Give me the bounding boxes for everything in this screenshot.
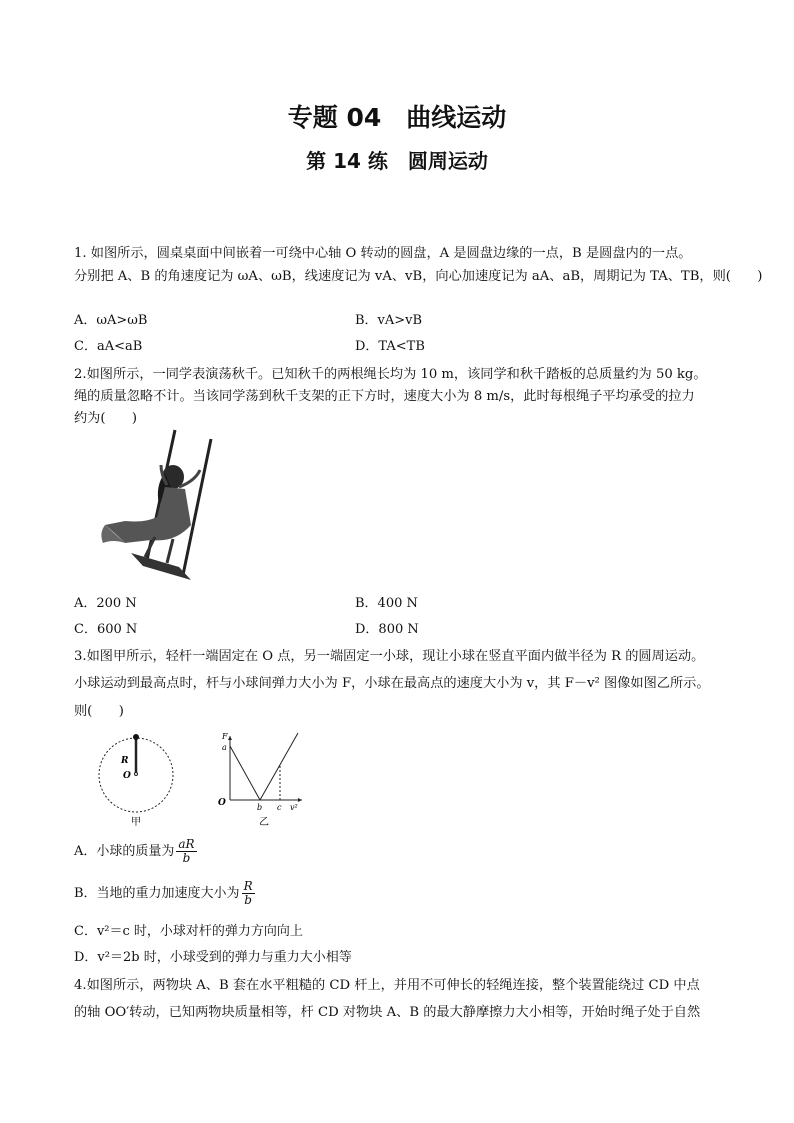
q4-stem-line2: 的轴 OO′转动，已知两物块质量相等，杆 CD 对物块 A、B 的最大静摩擦力大小相等，开始时绳子处于自然 <box>74 1005 701 1020</box>
q1-option-d[interactable]: D．TA<TB <box>355 339 425 354</box>
q3-option-b-fraction <box>242 880 255 907</box>
q3-option-a-fraction <box>176 838 196 865</box>
yi-caption: 乙 <box>259 817 269 828</box>
q1-stem-line2: 分别把 A、B 的角速度记为 ωA、ωB，线速度记为 vA、vB，向心加速度记为 aA、aB，周期记为 TA、TB，则( ) <box>74 269 763 284</box>
q2-stem-line3: 约为( ) <box>74 411 138 426</box>
q3-option-c[interactable]: C．v²＝c 时，小球对杆的弹力方向向上 <box>74 924 303 939</box>
q1-option-b[interactable]: B．vA>vB <box>355 313 423 328</box>
q4-stem-line1: 4.如图所示，两物块 A、B 套在水平粗糙的 CD 杆上，并用不可伸长的轻绳连接，整个装置能绕过 CD 中点 <box>74 978 700 993</box>
q1-stem-line1: 1. 如图所示，圆桌桌面中间嵌着一可绕中心轴 O 转动的圆盘，A 是圆盘边缘的一点，B 是圆盘内的一点。 <box>74 246 692 261</box>
q3-option-b-text: B．当地的重力加速度大小为 <box>74 886 240 901</box>
yi-label-b: b <box>257 803 263 812</box>
jia-caption: 甲 <box>131 817 141 828</box>
q3-option-d[interactable]: D．v²＝2b 时，小球受到的弹力与重力大小相等 <box>74 950 352 965</box>
page-title: 专题 04 曲线运动 <box>287 103 507 132</box>
q2-option-d[interactable]: D．800 N <box>355 622 419 637</box>
yi-label-c: c <box>277 803 282 812</box>
q2-stem-line2: 绳的质量忽略不计。当该同学荡到秋千支架的正下方时，速度大小为 8 m/s，此时每根绳子平均承受的拉力 <box>74 389 695 404</box>
q2-option-b[interactable]: B．400 N <box>355 596 418 611</box>
figure-jia-circle <box>95 728 180 828</box>
q2-option-c[interactable]: C．600 N <box>74 622 138 637</box>
yi-label-v2: v² <box>290 803 298 812</box>
q3-option-b-denominator: b <box>244 893 252 907</box>
yi-label-o: O <box>218 798 226 808</box>
q3-option-a-denominator: b <box>182 851 191 865</box>
q3-option-a[interactable] <box>74 838 197 865</box>
q3-stem-line2: 小球运动到最高点时，杆与小球间弹力大小为 F，小球在最高点的速度大小为 v，其 F－v² 图像如图乙所示。 <box>74 676 710 691</box>
figure-yi-graph <box>212 728 307 828</box>
q3-stem-line1: 3.如图甲所示，轻杆一端固定在 O 点，另一端固定一小球，现让小球在竖直平面内做半径为 R 的圆周运动。 <box>74 649 705 664</box>
jia-label-o: O <box>123 771 131 781</box>
q2-stem-line1: 2.如图所示，一同学表演荡秋千。已知秋千的两根绳长均为 10 m，该同学和秋千踏板的总质量约为 50 kg。 <box>74 367 707 382</box>
yi-label-f: F <box>222 732 228 741</box>
q3-stem-line3: 则( ) <box>74 704 124 719</box>
page-subtitle: 第 14 练 圆周运动 <box>306 149 488 173</box>
q3-option-b[interactable] <box>74 880 255 907</box>
q1-option-c[interactable]: C．aA<aB <box>74 339 143 354</box>
q3-option-b-numerator: R <box>243 879 253 893</box>
q1-option-a[interactable]: A．ωA>ωB <box>74 313 148 328</box>
q3-option-a-numerator: aR <box>178 837 195 851</box>
q3-option-a-text: A．小球的质量为 <box>74 844 175 859</box>
q2-option-a[interactable]: A．200 N <box>74 596 137 611</box>
yi-label-a: a <box>222 743 227 752</box>
swing-figure <box>95 425 225 585</box>
jia-label-r: R <box>121 756 129 766</box>
